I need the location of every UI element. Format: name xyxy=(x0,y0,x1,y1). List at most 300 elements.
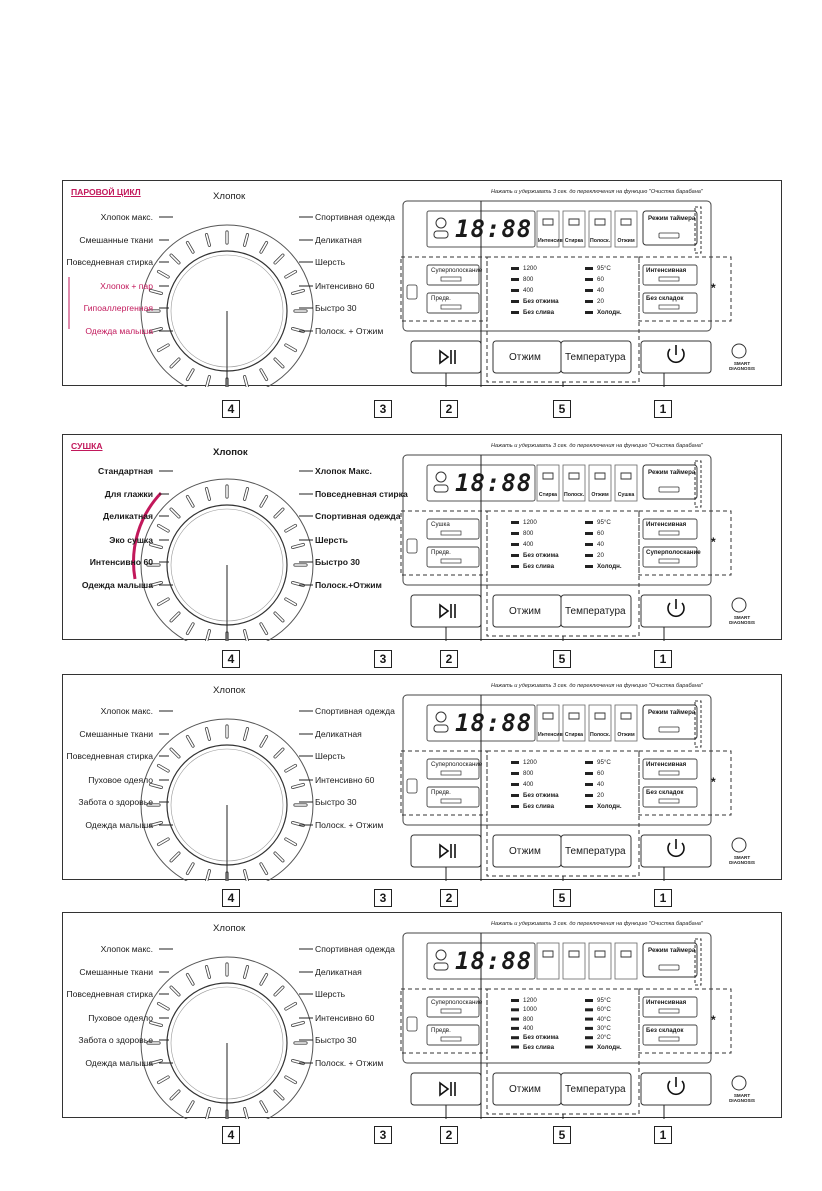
temp-led xyxy=(585,1036,593,1039)
power-icon xyxy=(668,839,684,856)
option-led xyxy=(441,531,461,535)
dial-tick-inner xyxy=(159,1077,169,1083)
option-led xyxy=(441,1009,461,1013)
option-led xyxy=(659,559,679,563)
start-pause-frame xyxy=(411,1073,481,1105)
program-left-5[interactable]: Забота о здоровье xyxy=(78,1035,153,1045)
temp-button[interactable]: Температура xyxy=(565,606,626,617)
temp-led xyxy=(585,554,593,557)
steam-icon xyxy=(436,218,446,228)
program-left-4[interactable]: Эко сушка xyxy=(109,535,153,545)
temp-option-5: Холодн. xyxy=(597,803,622,810)
temp-option-4: 30°C xyxy=(597,1024,611,1032)
dial-tick-inner xyxy=(275,255,283,263)
temp-option-2: 60 xyxy=(597,276,604,283)
spin-led xyxy=(511,300,519,303)
spin-led xyxy=(511,278,519,281)
cycle-icon-label: Интенсив xyxy=(538,732,563,738)
option-right-1[interactable]: Интенсивная xyxy=(646,761,687,768)
temp-led xyxy=(585,1008,593,1011)
spin-led xyxy=(511,783,519,786)
dial-tick-inner xyxy=(286,599,296,605)
panel-drawing xyxy=(63,435,783,641)
cycle-icon xyxy=(543,713,553,719)
program-left-4[interactable]: Хлопок + пар xyxy=(100,281,153,291)
spin-option-2: 800 xyxy=(523,770,534,777)
dial-tick-inner xyxy=(286,839,296,845)
callout-5: 5 xyxy=(553,400,571,418)
cycle-icon xyxy=(543,219,553,225)
program-left-3[interactable]: Повседневная стирка xyxy=(66,989,153,999)
cycle-icon-box xyxy=(537,943,559,979)
spin-led xyxy=(511,999,519,1002)
spin-temp-region xyxy=(487,257,639,382)
dial-tick-inner xyxy=(275,987,283,995)
program-right-3[interactable]: Шерсть xyxy=(315,989,346,999)
program-right-4[interactable]: Интенсивно 60 xyxy=(315,281,375,291)
cycle-icon xyxy=(569,951,579,957)
option-right-2[interactable]: Без складок xyxy=(646,789,684,796)
temp-button[interactable]: Температура xyxy=(565,352,626,363)
program-left-2[interactable]: Смешанные ткани xyxy=(79,967,153,977)
option-right-2[interactable]: Суперполоскание xyxy=(646,549,701,556)
dial-tick-inner xyxy=(275,853,283,861)
spin-option-3: 400 xyxy=(523,781,534,788)
footnote-text: Нажать и удерживать 3 сек. до переключения на функцию "Очистка барабана" xyxy=(491,443,703,449)
spin-button[interactable]: Отжим xyxy=(509,606,541,617)
temp-option-3: 40 xyxy=(597,781,604,788)
program-right-5[interactable]: Быстро 30 xyxy=(315,303,357,313)
option-led xyxy=(441,305,461,309)
dial-tick-inner xyxy=(275,509,283,517)
start-pause-icon xyxy=(440,1082,455,1096)
spin-option-2: 800 xyxy=(523,276,534,283)
temp-option-4: 20 xyxy=(597,792,604,799)
cycle-icon-box xyxy=(563,943,585,979)
spin-option-5: Без слива xyxy=(523,309,555,316)
program-right-4[interactable]: Шерсть xyxy=(315,535,348,545)
program-left-1[interactable]: Хлопок макс. xyxy=(100,212,153,222)
callout-1: 1 xyxy=(654,1126,672,1144)
option-led xyxy=(441,771,461,775)
spin-option-1: 1200 xyxy=(523,265,537,272)
option-led xyxy=(659,771,679,775)
start-indicator-icon xyxy=(434,963,448,970)
program-right-4[interactable]: Интенсивно 60 xyxy=(315,1013,375,1023)
timer-dash xyxy=(695,939,701,985)
cycle-icon xyxy=(621,473,631,479)
dial-tick-inner xyxy=(171,853,179,861)
program-left-5[interactable]: Гипоаллергенная xyxy=(83,303,153,313)
option-left-2[interactable]: Предв. xyxy=(431,549,451,556)
spin-temp-region xyxy=(487,751,639,876)
temp-option-3: 40 xyxy=(597,541,604,548)
program-right-3[interactable]: Спортивная одежда xyxy=(315,511,401,521)
program-left-2[interactable]: Смешанные ткани xyxy=(79,235,153,245)
start-pause-icon xyxy=(440,844,455,858)
temp-led xyxy=(585,1027,593,1030)
start-pause-icon xyxy=(440,350,455,364)
timer-button[interactable]: Режим таймера xyxy=(648,469,696,476)
timer-button[interactable]: Режим таймера xyxy=(648,709,696,716)
program-right-6[interactable]: Полоск.+Отжим xyxy=(315,580,382,590)
callout-3: 3 xyxy=(374,650,392,668)
dial-tick-inner xyxy=(159,839,169,845)
spin-option-2: 800 xyxy=(523,530,534,537)
spin-option-3: 800 xyxy=(523,1015,534,1023)
cycle-icon xyxy=(543,951,553,957)
option-led xyxy=(659,1009,679,1013)
spin-option-5: Без слива xyxy=(523,563,555,570)
temp-option-4: 20 xyxy=(597,298,604,305)
option-right-2[interactable]: Без складок xyxy=(646,1027,684,1034)
callout-3: 3 xyxy=(374,400,392,418)
spin-led xyxy=(511,267,519,270)
temp-led xyxy=(585,794,593,797)
program-right-1[interactable]: Спортивная одежда xyxy=(315,706,395,716)
dial-top-label: Хлопок xyxy=(213,191,246,202)
smart-diagnosis-label: SMART DIAGNOSIS xyxy=(729,1093,755,1103)
timer-led xyxy=(659,727,679,732)
start-pause-frame xyxy=(411,341,481,373)
cycle-icon-label: Интенсив xyxy=(538,238,563,244)
program-right-1[interactable]: Хлопок Макс. xyxy=(315,466,372,476)
dial-tick-inner xyxy=(188,624,194,634)
temp-led xyxy=(585,1018,593,1021)
option-left-1[interactable]: Сушка xyxy=(431,521,450,528)
spin-led xyxy=(511,554,519,557)
program-left-4[interactable]: Пуховое одеяло xyxy=(88,775,153,785)
program-right-2[interactable]: Деликатная xyxy=(315,967,362,977)
dial-tick-inner xyxy=(171,1091,179,1099)
temp-option-5: Холодн. xyxy=(597,563,622,570)
cycle-icon-label: Сушка xyxy=(617,492,635,498)
dial-tick-inner xyxy=(171,749,179,757)
program-left-5[interactable]: Забота о здоровье xyxy=(78,797,153,807)
temp-option-2: 60 xyxy=(597,530,604,537)
option-left-1[interactable]: Суперполоскание xyxy=(431,761,483,768)
cycle-icon xyxy=(595,219,605,225)
cycle-icon xyxy=(595,951,605,957)
spin-led xyxy=(511,1027,519,1030)
temp-led xyxy=(585,289,593,292)
section-title: ПАРОВОЙ ЦИКЛ xyxy=(71,187,141,197)
dial-tick-inner xyxy=(159,599,169,605)
dial-tick-inner xyxy=(275,1091,283,1099)
steam-icon xyxy=(436,712,446,722)
dial-tick-inner xyxy=(261,624,267,634)
dial-tick-inner xyxy=(171,509,179,517)
dial-tick-inner xyxy=(159,526,169,532)
panel-drawing xyxy=(63,181,783,387)
option-left-1[interactable]: Суперполоскание xyxy=(431,999,483,1006)
dial-tick-inner xyxy=(188,497,194,507)
cycle-icon-label: Стирка xyxy=(564,238,584,244)
cycle-icon xyxy=(621,219,631,225)
control-panel-4 xyxy=(62,912,782,1118)
program-right-2[interactable]: Повседневная стирка xyxy=(315,489,408,499)
timer-led xyxy=(659,487,679,492)
program-right-6[interactable]: Полоск. + Отжим xyxy=(315,1058,384,1068)
program-right-3[interactable]: Шерсть xyxy=(315,257,346,267)
spin-option-1: 1200 xyxy=(523,519,537,526)
timer-button[interactable]: Режим таймера xyxy=(648,947,696,954)
spin-led xyxy=(511,761,519,764)
smart-diagnosis-label: SMART DIAGNOSIS xyxy=(729,361,755,371)
option-led xyxy=(659,305,679,309)
temp-button[interactable]: Температура xyxy=(565,1084,626,1095)
spin-option-1: 1200 xyxy=(523,759,537,766)
smart-diagnosis-icon xyxy=(732,344,746,358)
spin-led xyxy=(511,532,519,535)
dial-tick-inner xyxy=(261,737,267,747)
program-left-6[interactable]: Одежда малыша xyxy=(85,1058,153,1068)
temp-button[interactable]: Температура xyxy=(565,846,626,857)
temp-led xyxy=(585,521,593,524)
spin-option-6: Без слива xyxy=(523,1043,555,1051)
spin-option-1: 1200 xyxy=(523,997,537,1004)
temp-led xyxy=(585,543,593,546)
timer-dash xyxy=(695,461,701,507)
panel-drawing xyxy=(63,913,783,1119)
display-time: 18:88 xyxy=(455,469,533,497)
control-panel-3 xyxy=(62,674,782,880)
dial-tick-inner xyxy=(188,737,194,747)
callout-4: 4 xyxy=(222,889,240,907)
footnote-text: Нажать и удерживать 3 сек. до переключения на функцию "Очистка барабана" xyxy=(491,921,703,927)
spin-option-4: Без отжима xyxy=(523,298,559,305)
spin-led xyxy=(511,1008,519,1011)
spin-led xyxy=(511,772,519,775)
program-right-6[interactable]: Полоск. + Отжим xyxy=(315,326,384,336)
spin-option-5: Без слива xyxy=(523,803,555,810)
spin-button[interactable]: Отжим xyxy=(509,846,541,857)
callout-4: 4 xyxy=(222,1126,240,1144)
cycle-icon xyxy=(595,713,605,719)
program-left-2[interactable]: Смешанные ткани xyxy=(79,729,153,739)
program-left-5[interactable]: Интенсивно 60 xyxy=(89,557,153,567)
display-time: 18:88 xyxy=(455,947,533,975)
temp-option-5: 20°C xyxy=(597,1034,611,1042)
program-right-2[interactable]: Деликатная xyxy=(315,235,362,245)
power-icon xyxy=(668,599,684,616)
program-left-3[interactable]: Повседневная стирка xyxy=(66,257,153,267)
callout-4: 4 xyxy=(222,650,240,668)
callout-1: 1 xyxy=(654,889,672,907)
temp-option-1: 95°C xyxy=(597,265,611,272)
program-right-5[interactable]: Быстро 30 xyxy=(315,797,357,807)
program-right-4[interactable]: Интенсивно 60 xyxy=(315,775,375,785)
spin-button[interactable]: Отжим xyxy=(509,352,541,363)
spin-led xyxy=(511,1036,519,1039)
spin-option-3: 400 xyxy=(523,541,534,548)
timer-led xyxy=(659,965,679,970)
timer-button[interactable]: Режим таймера xyxy=(648,215,696,222)
dial-top-label: Хлопок xyxy=(213,447,248,458)
temp-option-1: 95°C xyxy=(597,519,611,526)
temp-led xyxy=(585,761,593,764)
spin-option-3: 400 xyxy=(523,287,534,294)
dial-tick-inner xyxy=(188,243,194,253)
program-right-5[interactable]: Быстро 30 xyxy=(315,557,360,567)
dial-tick-inner xyxy=(188,975,194,985)
temp-led xyxy=(585,278,593,281)
program-right-5[interactable]: Быстро 30 xyxy=(315,1035,357,1045)
callout-2: 2 xyxy=(440,400,458,418)
section-title: СУШКА xyxy=(71,441,103,451)
option-right-2[interactable]: Без складок xyxy=(646,295,684,302)
option-left-2[interactable]: Предв. xyxy=(431,789,451,796)
star-note: * xyxy=(711,775,716,789)
dial-tick-inner xyxy=(261,497,267,507)
dial-tick-inner xyxy=(188,1102,194,1112)
program-left-3[interactable]: Деликатная xyxy=(102,511,153,521)
start-pause-frame xyxy=(411,835,481,867)
dial-top-label: Хлопок xyxy=(213,923,246,934)
option-left-2[interactable]: Предв. xyxy=(431,295,451,302)
option-left-2[interactable]: Предв. xyxy=(431,1027,451,1034)
temp-option-2: 60 xyxy=(597,770,604,777)
spin-led xyxy=(511,289,519,292)
callout-3: 3 xyxy=(374,1126,392,1144)
option-led xyxy=(441,1037,461,1041)
spin-led xyxy=(511,521,519,524)
option-led xyxy=(659,1037,679,1041)
spin-option-4: Без отжима xyxy=(523,552,559,559)
spin-temp-region xyxy=(487,989,639,1114)
spin-option-4: 400 xyxy=(523,1024,534,1032)
spin-led xyxy=(511,794,519,797)
dial-tick-inner xyxy=(171,613,179,621)
dial-tick-inner xyxy=(275,749,283,757)
smart-diagnosis-label: SMART DIAGNOSIS xyxy=(729,855,755,865)
option-right-1[interactable]: Интенсивная xyxy=(646,267,687,274)
spin-led xyxy=(511,543,519,546)
cycle-icon-label: Отжим xyxy=(591,492,609,498)
program-left-2[interactable]: Для глажки xyxy=(104,489,153,499)
spin-temp-region xyxy=(487,511,639,636)
cycle-icon xyxy=(595,473,605,479)
smart-diagnosis-icon xyxy=(732,838,746,852)
dial-top-label: Хлопок xyxy=(213,685,246,696)
callout-2: 2 xyxy=(440,650,458,668)
temp-led xyxy=(585,300,593,303)
timer-led xyxy=(659,233,679,238)
temp-led xyxy=(585,772,593,775)
star-note: * xyxy=(711,535,716,549)
temp-led xyxy=(585,1046,593,1049)
option-right-1[interactable]: Интенсивная xyxy=(646,521,687,528)
program-left-3[interactable]: Повседневная стирка xyxy=(66,751,153,761)
control-panel-2 xyxy=(62,434,782,640)
spin-button[interactable]: Отжим xyxy=(509,1084,541,1095)
program-right-6[interactable]: Полоск. + Отжим xyxy=(315,820,384,830)
temp-option-3: 40 xyxy=(597,287,604,294)
callout-5: 5 xyxy=(553,650,571,668)
option-led xyxy=(659,531,679,535)
star-note: * xyxy=(711,1013,716,1027)
callout-row xyxy=(62,1126,782,1160)
program-left-6[interactable]: Одежда малыша xyxy=(85,820,153,830)
child-lock-icon xyxy=(407,539,417,553)
cycle-icon-label: Стирка xyxy=(564,732,584,738)
callout-5: 5 xyxy=(553,1126,571,1144)
program-right-1[interactable]: Спортивная одежда xyxy=(315,212,395,222)
smart-diagnosis-label: SMART DIAGNOSIS xyxy=(729,615,755,625)
panel-drawing xyxy=(63,675,783,881)
dial-tick-inner xyxy=(275,359,283,367)
child-lock-icon xyxy=(407,1017,417,1031)
cycle-icon-label: Полоск. xyxy=(564,492,585,498)
dial-tick-inner xyxy=(261,243,267,253)
dial-tick-inner xyxy=(286,345,296,351)
program-right-1[interactable]: Спортивная одежда xyxy=(315,944,395,954)
spin-option-4: Без отжима xyxy=(523,792,559,799)
dial-tick-inner xyxy=(286,272,296,278)
cycle-icon xyxy=(569,473,579,479)
power-icon xyxy=(668,1077,684,1094)
start-indicator-icon xyxy=(434,231,448,238)
dial-tick-inner xyxy=(159,1004,169,1010)
spin-led xyxy=(511,565,519,568)
temp-led xyxy=(585,999,593,1002)
smart-diagnosis-icon xyxy=(732,1076,746,1090)
program-left-1[interactable]: Хлопок макс. xyxy=(100,944,153,954)
temp-option-4: 20 xyxy=(597,552,604,559)
callout-2: 2 xyxy=(440,1126,458,1144)
spin-option-2: 1000 xyxy=(523,1006,537,1014)
program-left-6[interactable]: Одежда малыша xyxy=(85,326,153,336)
temp-led xyxy=(585,532,593,535)
steam-icon xyxy=(436,472,446,482)
callout-5: 5 xyxy=(553,889,571,907)
program-left-6[interactable]: Одежда малыша xyxy=(81,580,153,590)
temp-led xyxy=(585,565,593,568)
temp-option-5: Холодн. xyxy=(597,309,622,316)
start-pause-frame xyxy=(411,595,481,627)
program-left-1[interactable]: Хлопок макс. xyxy=(100,706,153,716)
start-indicator-icon xyxy=(434,485,448,492)
program-left-1[interactable]: Стандартная xyxy=(98,466,153,476)
display-time: 18:88 xyxy=(455,709,533,737)
dial-tick-inner xyxy=(159,272,169,278)
spin-led xyxy=(511,1018,519,1021)
option-led xyxy=(441,799,461,803)
option-led xyxy=(441,277,461,281)
program-right-2[interactable]: Деликатная xyxy=(315,729,362,739)
option-right-1[interactable]: Интенсивная xyxy=(646,999,687,1006)
spin-option-5: Без отжима xyxy=(523,1034,559,1042)
cycle-icon-box xyxy=(589,943,611,979)
footnote-text: Нажать и удерживать 3 сек. до переключения на функцию "Очистка барабана" xyxy=(491,189,703,195)
temp-option-6: Холодн. xyxy=(597,1043,622,1051)
timer-dash xyxy=(695,207,701,253)
dial-tick-inner xyxy=(261,975,267,985)
temp-option-1: 95°C xyxy=(597,997,611,1004)
dial-tick-inner xyxy=(286,526,296,532)
program-left-4[interactable]: Пуховое одеяло xyxy=(88,1013,153,1023)
cycle-icon xyxy=(621,951,631,957)
option-left-1[interactable]: Суперполоскание xyxy=(431,267,483,274)
temp-option-3: 40°C xyxy=(597,1015,611,1023)
control-panel-1 xyxy=(62,180,782,386)
cycle-icon-label: Полоск. xyxy=(590,238,611,244)
callout-row xyxy=(62,400,782,434)
program-right-3[interactable]: Шерсть xyxy=(315,751,346,761)
option-led xyxy=(659,277,679,281)
callout-1: 1 xyxy=(654,650,672,668)
cycle-icon xyxy=(569,713,579,719)
